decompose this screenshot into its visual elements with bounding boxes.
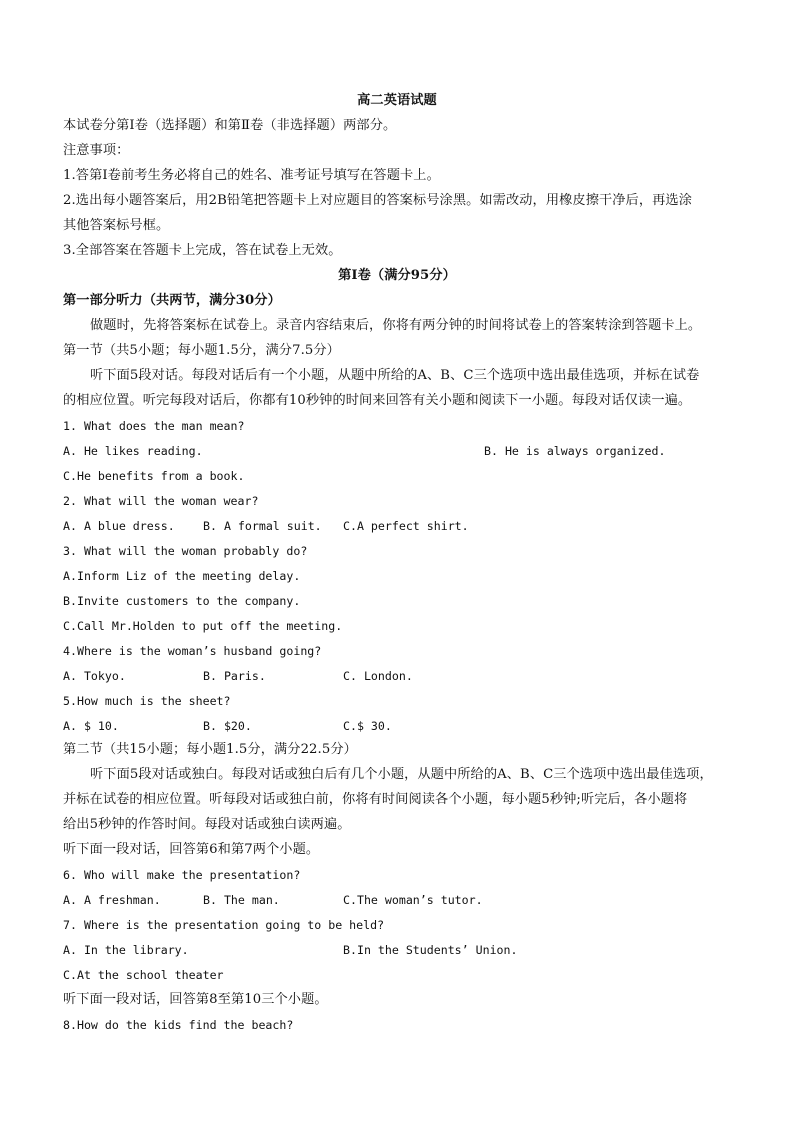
- question-1: 1. What does the man mean?: [63, 419, 245, 433]
- option-5b: B. $20.: [203, 719, 252, 733]
- section-2-instructions: 听下面5段对话或独白。每段对话或独白后有几个小题，从题中所给的A、B、C三个选项中选出最佳选项，: [90, 767, 713, 782]
- option-2b: B. A formal suit.: [203, 519, 322, 533]
- section-1-instructions: 听下面5段对话。每段对话后有一个小题，从题中所给的A、B、C三个选项中选出最佳选项，并标在试卷: [90, 368, 700, 383]
- part-instructions: 做题时，先将答案标在试卷上。录音内容结束后，你将有两分钟的时间将试卷上的答案转涂到答题卡上。: [90, 318, 702, 333]
- option-4c: C. London.: [343, 669, 413, 683]
- question-8: 8.How do the kids find the beach?: [63, 1018, 294, 1032]
- option-5c: C.$ 30.: [343, 719, 392, 733]
- option-1c: C.He benefits from a book.: [63, 469, 245, 483]
- page-title: 高二英语试题: [357, 93, 437, 108]
- exam-intro: 本试卷分第Ⅰ卷（选择题）和第Ⅱ卷（非选择题）两部分。: [63, 118, 397, 133]
- option-2c: C.A perfect shirt.: [343, 519, 469, 533]
- option-6c: C.The woman’s tutor.: [343, 893, 483, 907]
- section-2-instructions-end: 给出5秒钟的作答时间。每段对话或独白读两遍。: [63, 817, 351, 832]
- question-3: 3. What will the woman probably do?: [63, 544, 308, 558]
- question-5: 5.How much is the sheet?: [63, 694, 231, 708]
- section-1-heading: 第一节（共5小题；每小题1.5分，满分7.5分）: [63, 343, 340, 358]
- question-2: 2. What will the woman wear?: [63, 494, 259, 508]
- option-4b: B. Paris.: [203, 669, 266, 683]
- option-7a: A. In the library.: [63, 943, 189, 957]
- option-2a: A. A blue dress.: [63, 519, 175, 533]
- question-6: 6. Who will make the presentation?: [63, 868, 301, 882]
- part-heading: 第一部分听力（共两节，满分30分）: [63, 293, 281, 308]
- option-6b: B. The man.: [203, 893, 280, 907]
- question-4: 4.Where is the woman’s husband going?: [63, 644, 322, 658]
- option-1b: B. He is always organized.: [484, 444, 666, 458]
- section-1-instructions-cont: 的相应位置。听完每段对话后，你都有10秒钟的时间来回答有关小题和阅读下一小题。每段对话仅读一遍。: [63, 393, 692, 408]
- option-7b: B.In the Students’ Union.: [343, 943, 518, 957]
- volume-heading: 第Ⅰ卷（满分95分）: [338, 268, 456, 283]
- option-4a: A. Tokyo.: [63, 669, 126, 683]
- option-3b: B.Invite customers to the company.: [63, 594, 301, 608]
- dialog-2-heading: 听下面一段对话，回答第8至第10三个小题。: [63, 992, 328, 1007]
- option-3c: C.Call Mr.Holden to put off the meeting.: [63, 619, 343, 633]
- option-5a: A. $ 10.: [63, 719, 119, 733]
- notes-heading: 注意事项：: [63, 143, 130, 158]
- section-2-instructions-cont: 并标在试卷的相应位置。听每段对话或独白前，你将有时间阅读各个小题，每小题5秒钟;听完后，各小题将: [63, 792, 688, 807]
- option-6a: A. A freshman.: [63, 893, 161, 907]
- option-1a: A. He likes reading.: [63, 444, 203, 458]
- note-2-cont: 其他答案标号框。: [63, 218, 170, 233]
- section-2-heading: 第二节（共15小题；每小题1.5分，满分22.5分）: [63, 742, 357, 757]
- dialog-1-heading: 听下面一段对话，回答第6和第7两个小题。: [63, 842, 320, 857]
- note-2: 2.选出每小题答案后，用2B铅笔把答题卡上对应题目的答案标号涂黑。如需改动，用橡皮擦干净后，再选涂: [63, 193, 692, 208]
- note-1: 1.答第Ⅰ卷前考生务必将自己的姓名、准考证号填写在答题卡上。: [63, 168, 440, 183]
- question-7: 7. Where is the presentation going to be held?: [63, 918, 385, 932]
- note-3: 3.全部答案在答题卡上完成，答在试卷上无效。: [63, 243, 342, 258]
- option-3a: A.Inform Liz of the meeting delay.: [63, 569, 301, 583]
- option-7c: C.At the school theater: [63, 968, 224, 982]
